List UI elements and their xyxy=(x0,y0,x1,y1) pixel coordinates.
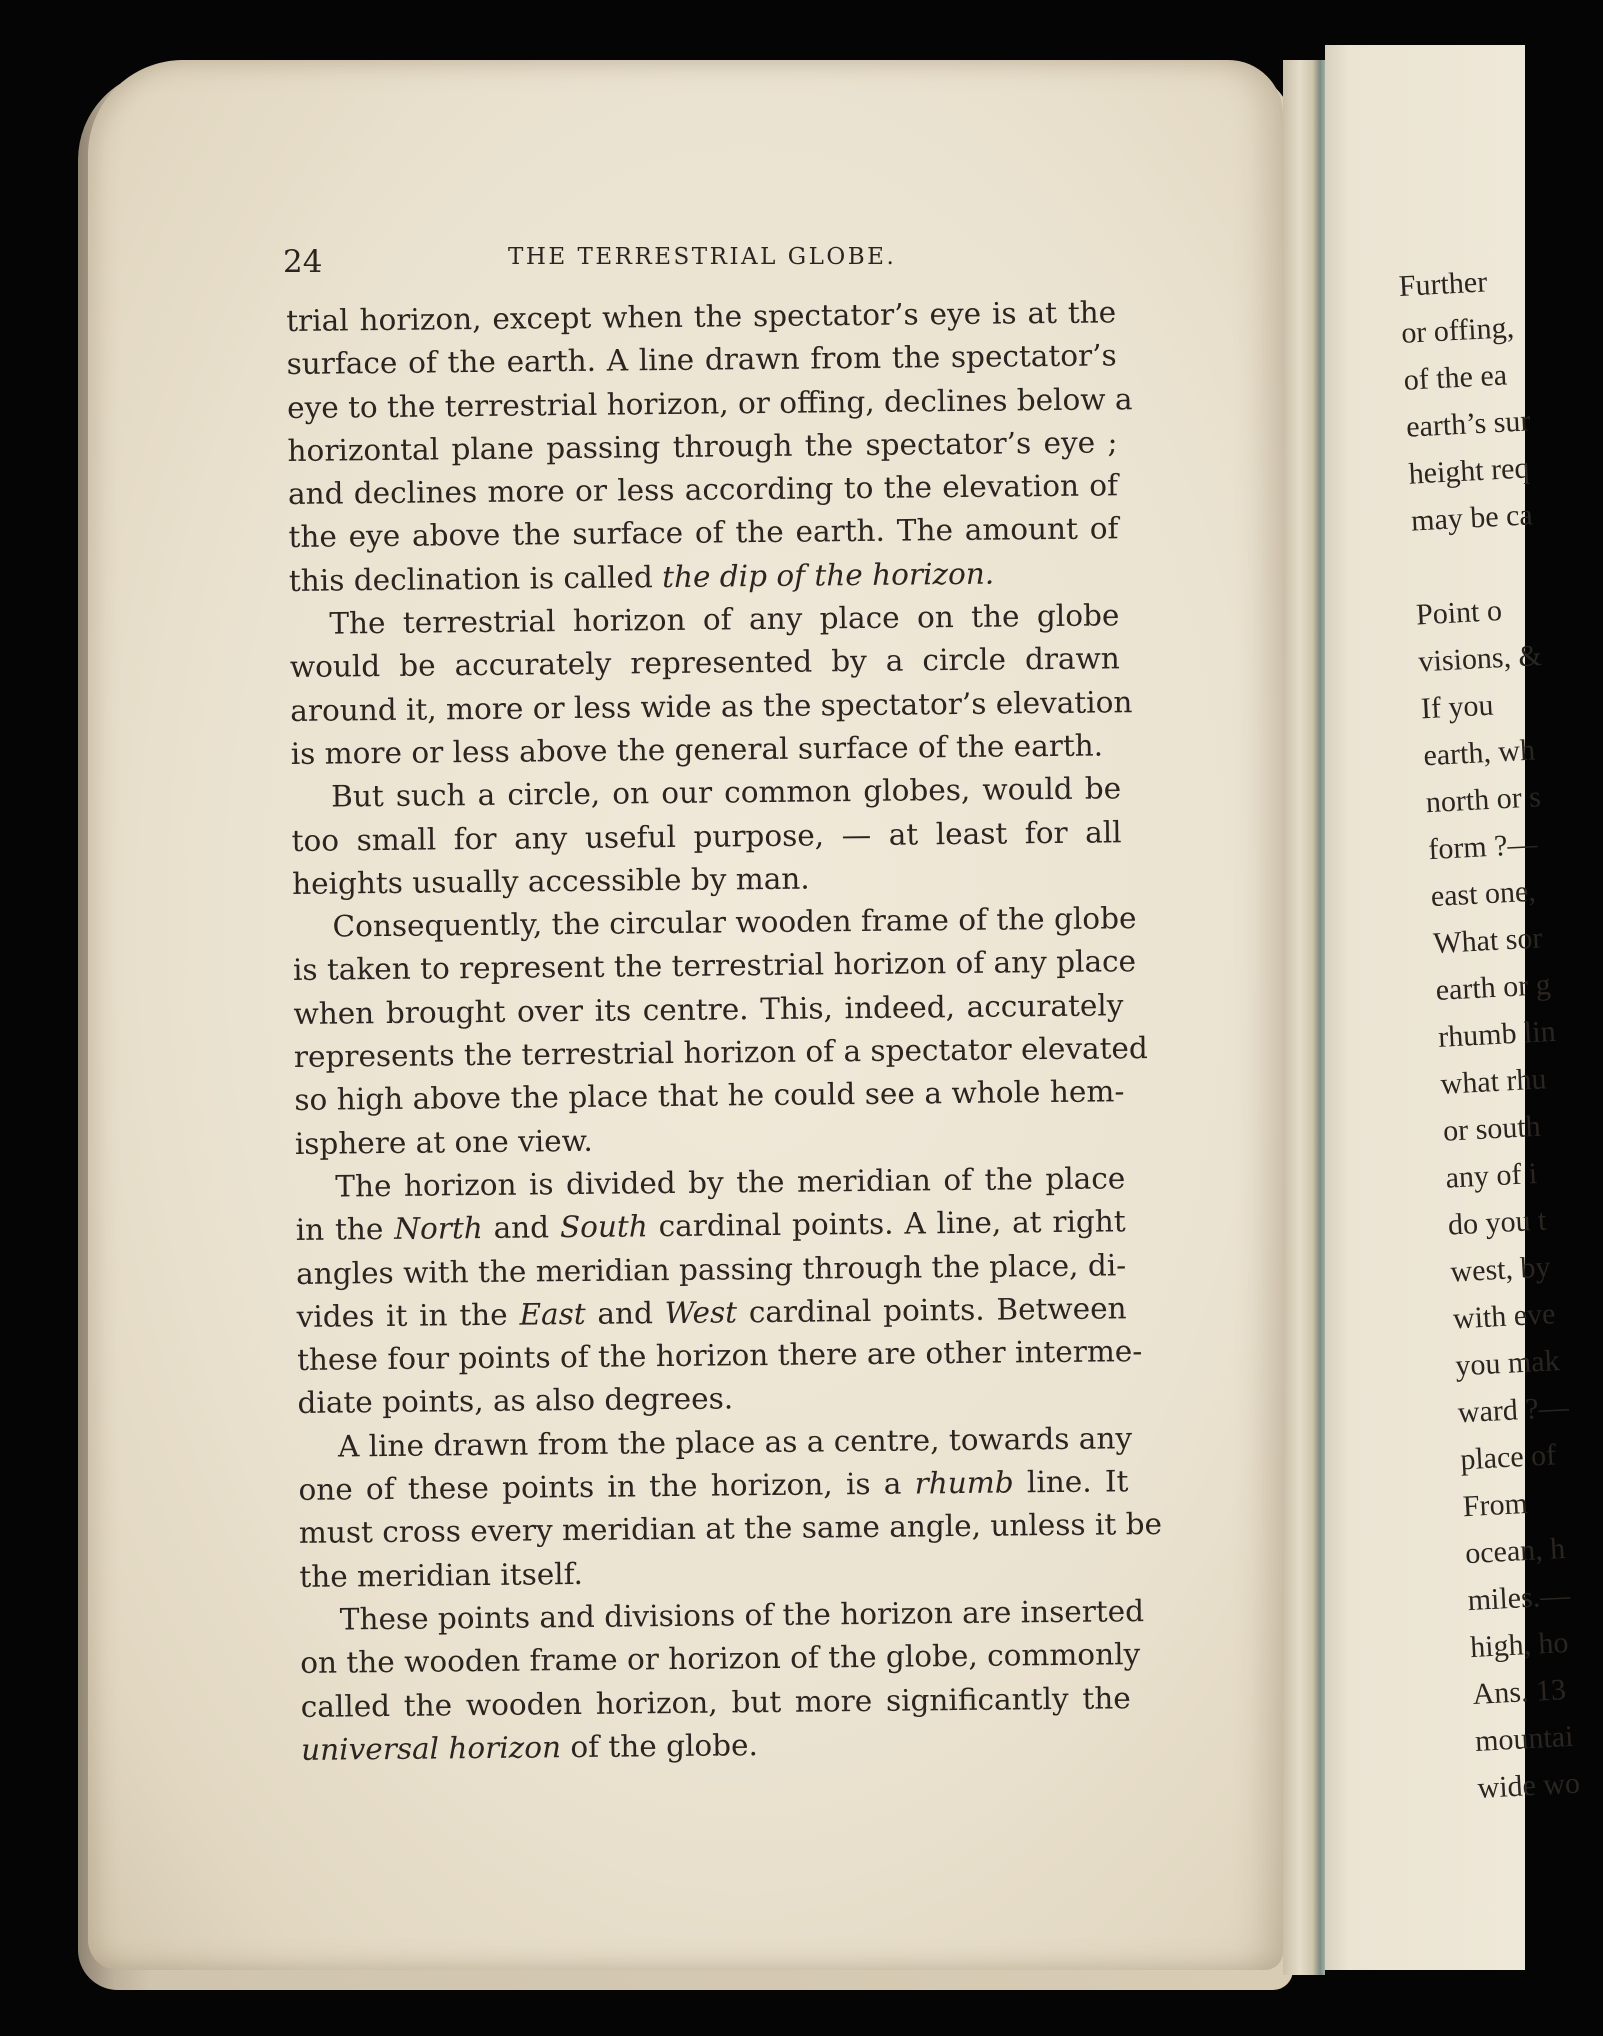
right-page-fragment: ocean, h xyxy=(1464,1532,1566,1571)
right-page-fragment: height req xyxy=(1407,451,1531,491)
right-page-fragment: high, ho xyxy=(1469,1625,1570,1665)
text-line: when brought over its centre. This, indeed, accurately xyxy=(293,988,1124,1031)
right-page-fragment: you mak xyxy=(1454,1344,1561,1383)
text-line: is taken to represent the terrestrial horizon of any place xyxy=(292,944,1137,988)
text-line: isphere at one view. xyxy=(294,1123,593,1161)
text-line: one of these points in the horizon, is a rhumb line. It xyxy=(298,1464,1129,1507)
text-line: trial horizon, except when the spectator’s eye is at the xyxy=(286,295,1117,338)
running-head: THE TERRESTRIAL GLOBE. xyxy=(508,244,897,270)
text-line: this declination is called the dip of the horizon. xyxy=(288,556,995,598)
text-line: on the wooden frame or horizon of the globe, commonly xyxy=(300,1637,1141,1681)
text-line: diate points, as also degrees. xyxy=(297,1381,734,1421)
text-line: around it, more or less wide as the spectator’s elevation xyxy=(290,684,1133,728)
right-page-fragment: form ?— xyxy=(1427,827,1539,867)
right-page-fragment: visions, & xyxy=(1417,639,1543,679)
text-line: A line drawn from the place as a centre, towards any xyxy=(337,1420,1133,1464)
right-page-fragment: Ans. 13 xyxy=(1471,1673,1567,1712)
text-line: The horizon is divided by the meridian of the place xyxy=(335,1161,1126,1204)
right-page-fragment: From xyxy=(1461,1486,1529,1524)
right-page-fragment: miles.— xyxy=(1466,1578,1571,1618)
text-line: universal horizon of the globe. xyxy=(301,1727,759,1767)
text-line: is more or less above the general surface of the earth. xyxy=(290,728,1104,771)
text-line: These points and divisions of the horizon are inserted xyxy=(339,1593,1145,1637)
right-page-fragment: may be ca xyxy=(1410,498,1534,538)
text-line: the meridian itself. xyxy=(299,1556,584,1594)
text-line: Consequently, the circular wooden frame of the globe xyxy=(332,901,1137,944)
text-line: vides it in the East and West cardinal points. Between xyxy=(296,1291,1127,1334)
book-gutter xyxy=(1283,60,1325,1975)
text-line: But such a circle, on our common globes, would be xyxy=(331,771,1122,814)
right-page-fragment: of the ea xyxy=(1402,358,1508,397)
right-page-fragment: west, by xyxy=(1449,1250,1552,1289)
right-page-fragment: earth or g xyxy=(1434,968,1552,1007)
right-page-fragment: What sor xyxy=(1432,921,1544,961)
text-line: these four points of the horizon there are other interme- xyxy=(296,1334,1143,1378)
text-line: The terrestrial horizon of any place on the globe xyxy=(329,598,1120,641)
body-text xyxy=(286,291,1163,1772)
right-page-fragment: what rhu xyxy=(1439,1062,1548,1101)
right-page-fragment: If you xyxy=(1420,688,1495,726)
right-page-fragment: do you t xyxy=(1447,1203,1548,1242)
right-page-fragment: wide wo xyxy=(1476,1766,1581,1805)
right-page-fragment: east one, xyxy=(1429,874,1537,914)
text-line: angles with the meridian passing through the place, di- xyxy=(296,1247,1127,1291)
text-line: must cross every meridian at the same angle, unless it be xyxy=(298,1507,1163,1551)
right-page-fragment: or offing, xyxy=(1400,311,1515,350)
text-line: horizontal plane passing through the spectator’s eye ; xyxy=(287,425,1118,468)
text-line: the eye above the surface of the earth. The amount of xyxy=(288,511,1119,555)
text-line: and declines more or less according to the elevation of xyxy=(287,468,1119,512)
page-number: 24 xyxy=(283,244,323,280)
right-page-fragment: or south xyxy=(1442,1109,1542,1148)
text-line: so high above the place that he could see a whole hem- xyxy=(294,1074,1125,1118)
right-page-fragment: earth, wh xyxy=(1422,733,1536,773)
right-page-fragment: place of xyxy=(1459,1438,1557,1477)
right-page-fragment: earth’s sur xyxy=(1405,404,1532,444)
right-page-fragment: rhumb lin xyxy=(1437,1014,1557,1054)
right-page-fragment: any of i xyxy=(1444,1156,1538,1195)
right-page-fragment: mountai xyxy=(1474,1719,1575,1758)
text-line: eye to the terrestrial horizon, or offing, declines below a xyxy=(286,381,1133,425)
right-page-fragment: ward ?— xyxy=(1457,1390,1570,1430)
right-page-fragment: Further xyxy=(1398,265,1488,303)
text-line: in the North and South cardinal points. A line, at right xyxy=(295,1204,1126,1248)
text-line: called the wooden horizon, but more significantly the xyxy=(300,1680,1131,1724)
right-page-fragment: north or s xyxy=(1425,780,1542,820)
right-page-fragment xyxy=(1413,546,1525,599)
text-line: represents the terrestrial horizon of a spectator elevated xyxy=(293,1031,1148,1075)
right-page-fragment: Point o xyxy=(1415,594,1503,632)
right-page-fragment: with eve xyxy=(1452,1297,1557,1336)
text-line: would be accurately represented by a circle drawn xyxy=(289,641,1120,685)
text-line: too small for any useful purpose, — at least for all xyxy=(291,814,1122,858)
text-line: surface of the earth. A line drawn from the spectator’s xyxy=(286,338,1117,382)
text-line: heights usually accessible by man. xyxy=(291,861,810,901)
